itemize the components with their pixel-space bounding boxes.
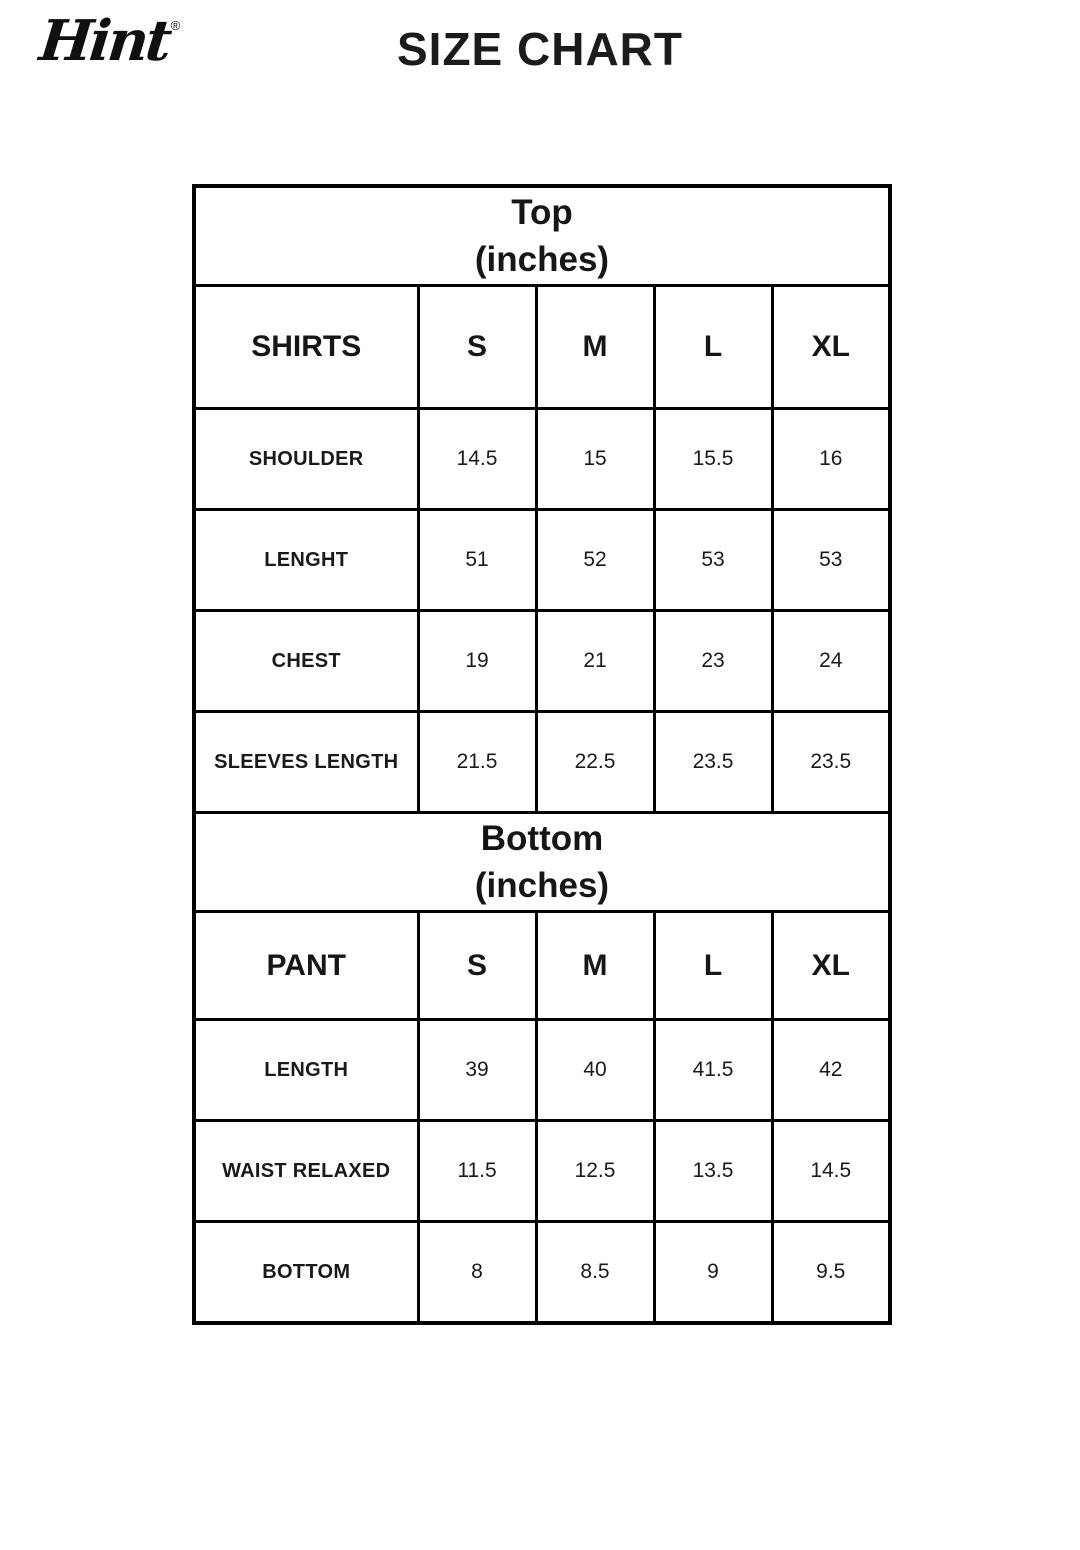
- section-header-bottom-cell: [194, 813, 890, 912]
- value-cell: 13.5: [654, 1121, 772, 1222]
- measure-label-cell: LENGTH: [194, 1020, 418, 1121]
- value-cell: 42: [772, 1020, 890, 1121]
- size-cell-xl: XL: [772, 912, 890, 1020]
- section-unit-top: (inches): [474, 240, 610, 279]
- shirts-size-header-row: [194, 286, 890, 409]
- measure-label-cell: BOTTOM: [194, 1222, 418, 1324]
- value-cell: 23: [654, 611, 772, 712]
- value-cell: 8.5: [536, 1222, 654, 1324]
- value-cell: 53: [772, 510, 890, 611]
- table-row-lenght: [194, 510, 890, 611]
- section-header-bottom: [194, 813, 890, 912]
- value-cell: 9.5: [772, 1222, 890, 1324]
- table-row-waist-relaxed: [194, 1121, 890, 1222]
- value-cell: 40: [536, 1020, 654, 1121]
- table-row-shoulder: [194, 409, 890, 510]
- page-title: SIZE CHART: [397, 23, 683, 75]
- section-header-top-cell: [194, 186, 890, 286]
- table-row-length: [194, 1020, 890, 1121]
- size-cell-s: S: [418, 912, 536, 1020]
- value-cell: 15.5: [654, 409, 772, 510]
- size-cell-m: M: [536, 286, 654, 409]
- value-cell: 23.5: [772, 712, 890, 813]
- value-cell: 41.5: [654, 1020, 772, 1121]
- value-cell: 19: [418, 611, 536, 712]
- measure-label-cell: CHEST: [194, 611, 418, 712]
- value-cell: 14.5: [418, 409, 536, 510]
- value-cell: 11.5: [418, 1121, 536, 1222]
- measure-label-cell: WAIST RELAXED: [194, 1121, 418, 1222]
- registered-trademark-symbol: ®: [170, 18, 180, 33]
- measure-label-cell: SLEEVES LENGTH: [194, 712, 418, 813]
- size-cell-s: S: [418, 286, 536, 409]
- size-chart-table: [192, 184, 892, 1325]
- section-unit-bottom: (inches): [474, 866, 610, 905]
- size-cell-l: L: [654, 286, 772, 409]
- value-cell: 9: [654, 1222, 772, 1324]
- brand-logo-text: Hint: [36, 8, 173, 74]
- table-row-sleeves-length: [194, 712, 890, 813]
- value-cell: 22.5: [536, 712, 654, 813]
- table-row-bottom: [194, 1222, 890, 1324]
- value-cell: 51: [418, 510, 536, 611]
- section-title-top: Top: [511, 193, 573, 232]
- value-cell: 12.5: [536, 1121, 654, 1222]
- size-cell-l: L: [654, 912, 772, 1020]
- value-cell: 39: [418, 1020, 536, 1121]
- value-cell: 23.5: [654, 712, 772, 813]
- value-cell: 15: [536, 409, 654, 510]
- value-cell: 16: [772, 409, 890, 510]
- measure-label-cell: SHOULDER: [194, 409, 418, 510]
- size-cell-xl: XL: [772, 286, 890, 409]
- value-cell: 21: [536, 611, 654, 712]
- section-header-top: [194, 186, 890, 286]
- section-title-bottom: Bottom: [480, 819, 604, 858]
- measure-label-cell: LENGHT: [194, 510, 418, 611]
- shirts-header-cell: SHIRTS: [194, 286, 418, 409]
- pant-header-cell: PANT: [194, 912, 418, 1020]
- size-cell-m: M: [536, 912, 654, 1020]
- value-cell: 53: [654, 510, 772, 611]
- value-cell: 52: [536, 510, 654, 611]
- value-cell: 8: [418, 1222, 536, 1324]
- table-row-chest: [194, 611, 890, 712]
- value-cell: 21.5: [418, 712, 536, 813]
- pant-size-header-row: [194, 912, 890, 1020]
- value-cell: 24: [772, 611, 890, 712]
- value-cell: 14.5: [772, 1121, 890, 1222]
